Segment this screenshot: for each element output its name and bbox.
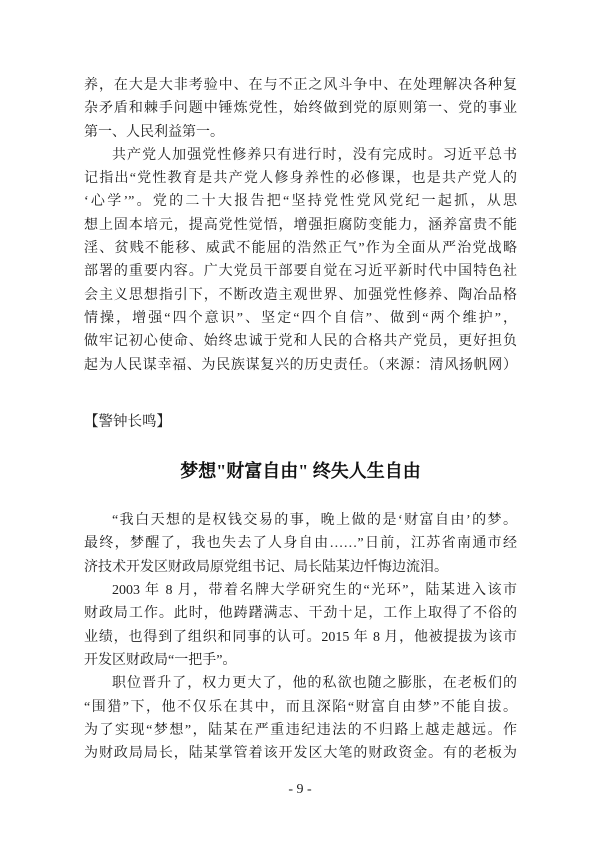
- text-line: 杂矛盾和棘手问题中锤炼党性，始终做到党的原则第一、党的事业: [84, 101, 517, 117]
- text-line: 开发区财政局“一把手”。: [84, 652, 237, 668]
- text-line: 最终，梦醒了，我也失去了人身自由……”日前，江苏省南通市经: [84, 536, 517, 552]
- text-line: 第一、人民利益第一。: [84, 124, 224, 140]
- text-line: 济技术开发区财政局原党组书记、局长陆某边忏悔边流泪。: [84, 559, 448, 575]
- text-line: 淫、贫贱不能移、威武不能屈的浩然正气”作为全面从严治党战略: [84, 241, 517, 257]
- text-line: 记指出“党性教育是共产党人修身养性的必修课，也是共产党人的: [84, 171, 517, 187]
- text-line: 做牢记初心使命、始终忠诚于党和人民的合格共产党员，更好担负: [84, 334, 517, 350]
- section-header: 【警钟长鸣】: [84, 413, 171, 430]
- text-line: 财政局工作。此时，他踌躇满志、干劲十足，工作上取得了不俗的: [84, 606, 517, 622]
- page-number: - 9 -: [288, 782, 312, 797]
- text-line: “我白天想的是权钱交易的事，晚上做的是‘财富自由’的梦。: [112, 513, 517, 529]
- article: [84, 458, 517, 765]
- text-line: 想上固本培元，提高党性觉悟，增强拒腐防变能力，涵养富贵不能: [84, 217, 517, 233]
- paragraph: [84, 144, 517, 377]
- text-line: “围猎”下，他不仅乐在其中，而且深陷“财富自由梦”不能自拔。: [84, 699, 517, 715]
- article-body: [84, 509, 517, 765]
- text-line: 共产党人加强党性修养只有进行时，没有完成时。习近平总书: [112, 147, 517, 163]
- text-line: 部署的重要内容。广大党员干部要自觉在习近平新时代中国特色社: [84, 264, 517, 280]
- text-line: 为财政局局长，陆某掌管着该开发区大笔的财政资金。有的老板为: [84, 746, 517, 762]
- paragraph: [84, 579, 517, 672]
- text-line: 起为人民谋幸福、为民族谋复兴的历史责任。（来源：清风扬帆网）: [84, 357, 517, 373]
- paragraph: [84, 509, 517, 579]
- paragraph: [84, 672, 517, 765]
- article-title: 梦想"财富自由" 终失人生自由: [180, 461, 421, 482]
- text-line: ‘心学’”。党的二十大报告把“坚持党性党风党纪一起抓，从思: [84, 194, 517, 210]
- text-line: 业绩，也得到了组织和同事的认可。2015 年 8 月，他被提拔为该市: [84, 629, 517, 645]
- text-line: 2003 年 8 月，带着名牌大学研究生的“光环”，陆某进入该市: [112, 583, 517, 599]
- lead-section: [84, 74, 517, 377]
- text-line: 为了实现“梦想”，陆某在严重违纪违法的不归路上越走越远。作: [84, 722, 517, 738]
- text-line: 情操，增强“四个意识”、坚定“四个自信”、做到“两个维护”，: [84, 310, 517, 326]
- text-line: 养，在大是大非考验中、在与不正之风斗争中、在处理解决各种复: [84, 78, 517, 93]
- text-line: 会主义思想指引下，不断改造主观世界、加强党性修养、陶冶品格: [84, 287, 517, 303]
- paragraph: [84, 74, 517, 144]
- text-line: 职位晋升了，权力更大了，他的私欲也随之膨胀，在老板们的: [112, 676, 517, 692]
